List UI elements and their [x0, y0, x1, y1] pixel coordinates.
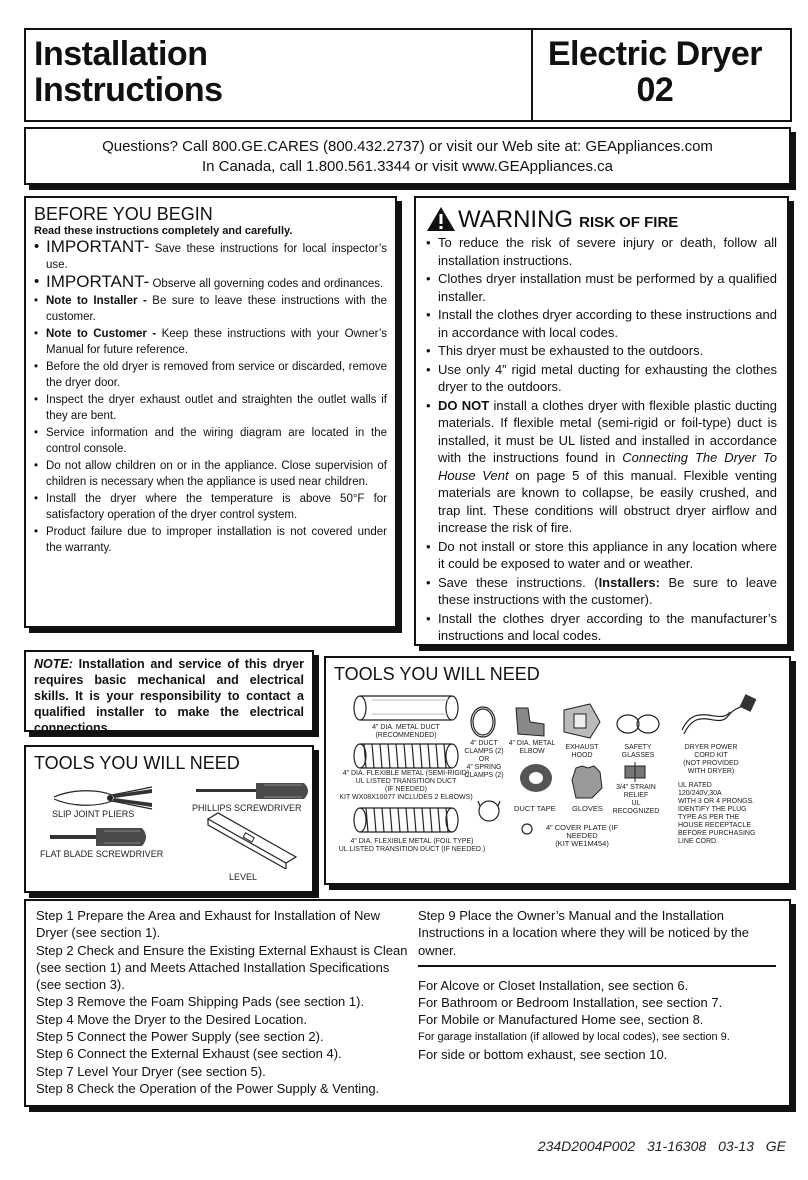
flex-duct-semi-rigid-label: 4” DIA. FLEXIBLE METAL (SEMI-RIGID) UL LISTED TRANSITION DUCT (IF NEEDED) KIT WX08X10077 INCLUDES 2 ELBOWS)	[339, 770, 473, 801]
power-cord-note: UL RATED 120/240V,30A WITH 3 OR 4 PRONGS. IDENTIFY THE PLUG TYPE AS PER THE HOUSE RECEPTACLE BEFORE PURCHASING LINE CORD.	[678, 782, 756, 845]
section-ref: For Mobile or Manufactured Home see, section 8.	[418, 1012, 704, 1028]
before-you-begin-section	[24, 196, 397, 628]
list-item: • IMPORTANT- Observe all governing codes and ordinances.	[34, 274, 387, 292]
metal-duct-label: 4” DIA. METAL DUCT (RECOMMENDED)	[372, 724, 440, 739]
step-item: Step 8 Check the Operation of the Power Supply & Venting.	[36, 1080, 380, 1096]
step-item: Step 9 Place the Owner’s Manual and the Installation Instructions in a location where they will be noticed by the owner.	[418, 908, 749, 958]
list-item: • Install the dryer where the temperature is above 50°F for satisfactory operation of the dryer control system.	[34, 491, 387, 523]
list-item: • IMPORTANT- Save these instructions for local inspector’s use.	[34, 239, 387, 273]
gloves-label: GLOVES	[572, 804, 603, 813]
header-title-box	[24, 28, 533, 122]
before-list	[34, 239, 387, 556]
spring-clamp-icon	[476, 798, 502, 824]
flex-duct-foil-label: 4” DIA. FLEXIBLE METAL (FOIL TYPE) UL LISTED TRANSITION DUCT (IF NEEDED.)	[338, 838, 486, 853]
tools-right-title: TOOLS YOU WILL NEED	[334, 664, 540, 684]
warning-triangle-icon	[426, 206, 456, 232]
list-item: • Install the clothes dryer according to the manufacturer’s instructions and local codes.	[426, 610, 777, 645]
section-ref: For garage installation (if allowed by local codes), see section 9.	[418, 1030, 730, 1043]
level-label: LEVEL	[229, 872, 258, 882]
metal-duct-icon	[352, 694, 460, 722]
warning-title: WARNING RISK OF FIRE	[426, 206, 777, 232]
steps-section	[24, 899, 791, 1107]
list-item: • Clothes dryer installation must be performed by a qualified installer.	[426, 270, 777, 305]
before-title: BEFORE YOU BEGIN	[34, 204, 213, 224]
part-number: 234D2004P002	[537, 1138, 636, 1154]
step-item: Step 6 Connect the External Exhaust (see section 4).	[36, 1046, 342, 1062]
duct-clamp-icon	[468, 704, 498, 740]
contact-box	[24, 127, 791, 185]
section-ref: For side or bottom exhaust, see section 10.	[418, 1047, 668, 1063]
footer-codes	[538, 1138, 786, 1154]
phillips-label: PHILLIPS SCREWDRIVER	[192, 803, 302, 813]
tools-left-title: TOOLS YOU WILL NEED	[34, 753, 240, 773]
cover-plate-label: 4” COVER PLATE (IF NEEDED (KIT WE1M454)	[546, 823, 618, 848]
phillips-screwdriver-icon	[194, 779, 314, 803]
flex-duct-foil-icon	[352, 806, 460, 834]
warning-section	[414, 196, 789, 646]
power-cord-icon	[678, 694, 760, 740]
step-item: Step 3 Remove the Foam Shipping Pads (see section 1).	[36, 994, 365, 1010]
duct-tape-icon	[516, 760, 556, 796]
level-icon	[206, 811, 298, 869]
duct-tape-label: DUCT TAPE	[514, 804, 556, 813]
step-item: Step 5 Connect the Power Supply (see section 2).	[36, 1029, 324, 1045]
product-title: Electric Dryer 02	[547, 35, 762, 109]
list-item: • Install the clothes dryer according to these instructions and in accordance with local codes.	[426, 306, 777, 341]
step-item: Step 1 Prepare the Area and Exhaust for Installation of New Dryer (see section 1).	[36, 908, 380, 941]
divider	[418, 965, 776, 967]
note-box: NOTE: Installation and service of this dryer requires basic mechanical and electrical skills. It is your responsibility to contact a qualified installer to make the electrical connections.	[24, 650, 314, 732]
list-item: • Product failure due to improper installation is not covered under the warranty.	[34, 524, 387, 556]
list-item: • Service information and the wiring diagram are located in the control console.	[34, 425, 387, 457]
section-ref: For Bathroom or Bedroom Installation, see section 7.	[418, 995, 723, 1011]
contact-canada: In Canada, call 1.800.561.3344 or visit www.GEAppliances.ca	[201, 158, 614, 175]
section-ref: For Alcove or Closet Installation, see section 6.	[418, 977, 689, 993]
list-item: • Note to Installer - Be sure to leave these instructions with the customer.	[34, 293, 387, 325]
strain-relief-icon	[622, 762, 648, 782]
power-cord-label: DRYER POWER CORD KIT (NOT PROVIDED WITH DRYER)	[683, 744, 739, 775]
pliers-label: SLIP JOINT PLIERS	[52, 809, 135, 819]
step-item: Step 4 Move the Dryer to the Desired Location.	[36, 1011, 307, 1027]
tools-right-section	[324, 656, 791, 885]
strain-relief-label: 3/4” STRAIN RELIEF UL RECOGNIZED	[612, 784, 660, 815]
list-item: • Before the old dryer is removed from service or discarded, remove the dryer door.	[34, 359, 387, 391]
exhaust-hood-icon	[560, 702, 604, 742]
flat-screwdriver-label: FLAT BLADE SCREWDRIVER	[40, 849, 164, 859]
duct-clamps-label: 4” DUCT CLAMPS (2) OR 4” SPRING CLAMPS (2)	[464, 740, 504, 779]
list-item: • Save these instructions. (Installers: Be sure to leave these instructions with the customer).	[426, 574, 777, 609]
list-item: • To reduce the risk of severe injury or death, follow all installation instructions.	[426, 234, 777, 269]
list-item: • Note to Customer - Keep these instructions with your Owner’s Manual for future reference.	[34, 326, 387, 358]
step-item: Step 2 Check and Ensure the Existing External Exhaust is Clean (see section 1) and Meets Attached Installation Specifications (see section 3).	[36, 942, 408, 993]
document-title: Installation Instructions	[34, 35, 223, 109]
list-item: • Use only 4” rigid metal ducting for exhausting the clothes dryer to the outdoors.	[426, 361, 777, 396]
list-item: • Do not install or store this appliance in any location where it could be exposed to water and or weather.	[426, 538, 777, 573]
before-subtitle: Read these instructions completely and carefully.	[34, 225, 293, 237]
gloves-icon	[568, 762, 606, 802]
list-item: • Do not allow children on or in the appliance. Close supervision of children is necessary when the appliance is used near children.	[34, 458, 387, 490]
tools-left-section	[24, 745, 314, 893]
header-product-box	[533, 28, 792, 122]
metal-elbow-icon	[512, 704, 548, 740]
doc-code: 31-16308	[647, 1138, 707, 1154]
step-item: Step 7 Level Your Dryer (see section 5).	[36, 1063, 266, 1079]
safety-glasses-icon	[614, 710, 662, 736]
warning-list	[426, 234, 777, 645]
steps-list	[36, 907, 408, 1097]
flat-screwdriver-icon	[48, 825, 152, 849]
flex-duct-semi-rigid-icon	[352, 742, 460, 770]
exhaust-hood-label: EXHAUST HOOD	[565, 744, 599, 759]
safety-glasses-label: SAFETY GLASSES	[621, 744, 655, 759]
steps-right-column	[418, 907, 786, 1063]
list-item: • Inspect the dryer exhaust outlet and straighten the outlet walls if they are bent.	[34, 392, 387, 424]
list-item: • DO NOT install a clothes dryer with flexible plastic ducting materials. If flexible metal (semi-rigid or foil-type) duct is installed, it must be UL listed and installed in accordance with the instructions found in Connecting The Dryer To House Vent on page 5 of this manual. Flexible venting materials are known to collapse, be easily crushed, and trap lint. These conditions will obstruct dryer airflow and increase the risk of fire.	[426, 397, 777, 537]
list-item: • This dryer must be exhausted to the outdoors.	[426, 342, 777, 360]
elbow-label: 4” DIA. METAL ELBOW	[508, 740, 556, 755]
contact-us: Questions? Call 800.GE.CARES (800.432.2737) or visit our Web site at: GEAppliances.com	[102, 138, 713, 155]
doc-date: 03-13 GE	[718, 1138, 786, 1154]
